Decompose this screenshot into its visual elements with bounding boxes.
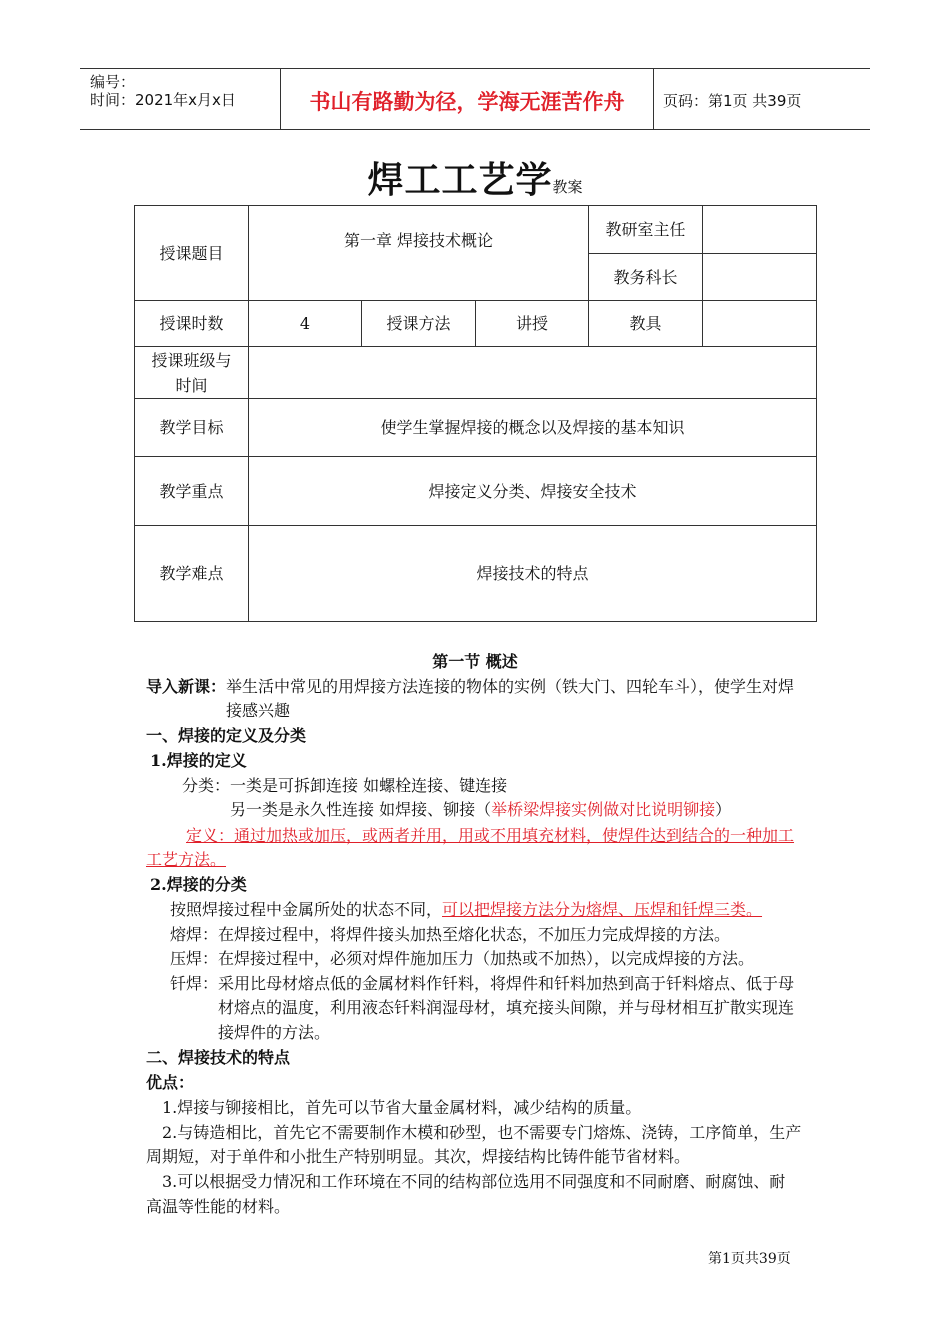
- classification-line-2-end: ）: [715, 800, 732, 819]
- header-motto-cell: [280, 69, 654, 129]
- category-intro-text: 按照焊接过程中金属所处的状态不同，: [170, 900, 443, 919]
- difficulty-value: 焊接技术的特点: [249, 526, 817, 622]
- page-footer: 第1页共39页: [708, 1251, 791, 1267]
- intro-line-1: [146, 675, 794, 699]
- difficulty-label: 教学难点: [135, 526, 249, 622]
- method-label: 授课方法: [362, 301, 476, 347]
- pressure-welding: 压焊：在焊接过程中，必须对焊件施加压力（加热或不加热），以完成焊接的方法。: [170, 949, 755, 968]
- heading-1-1: 1.焊接的定义: [150, 751, 247, 770]
- advantage-1: 1.焊接与铆接相比，首先可以节省大量金属材料，减少结构的质量。: [162, 1098, 642, 1117]
- advantage-2-line-1: 2.与铸造相比，首先它不需要制作木模和砂型，也不需要专门熔炼、浇铸，工序简单，生产: [162, 1123, 802, 1142]
- header-meta-cell: [80, 69, 280, 129]
- title-main: 焊工工艺学: [367, 160, 553, 201]
- lesson-info-table: [134, 205, 817, 622]
- fusion-welding: 熔焊：在焊接过程中，将焊件接头加热至熔化状态，不加压力完成焊接的方法。: [170, 925, 731, 944]
- category-intro: [170, 898, 762, 922]
- category-intro-highlight: 可以把焊接方法分为熔焊、压焊和钎焊三类。: [442, 900, 763, 919]
- intro-text-1: 举生活中常见的用焊接方法连接的物体的实例（铁大门、四轮车斗），使学生对焊: [226, 677, 795, 696]
- definition-line-1: 定义：通过加热或加压，或两者并用，用或不用填充材料，使焊件达到结合的一种加工: [186, 826, 795, 845]
- brazing-line-2: 材熔点的温度，利用液态钎料润湿母材，填充接头间隙，并与母材相互扩散实现连: [218, 998, 795, 1017]
- hours-label: 授课时数: [135, 301, 249, 347]
- brazing-line-3: 接焊件的方法。: [218, 1023, 331, 1042]
- director-value: [703, 206, 817, 254]
- brazing-line-1: 钎焊：采用比母材熔点低的金属材料作钎料，将焊件和钎料加热到高于钎料熔点、低于母: [170, 974, 795, 993]
- class-label: 授课班级与时间: [135, 347, 249, 399]
- dean-label: 教务科长: [589, 254, 703, 301]
- advantage-3-line-2: 高温等性能的材料。: [146, 1197, 291, 1216]
- classification-line-1: 分类：一类是可拆卸连接 如螺栓连接、键连接: [182, 776, 508, 795]
- director-label: 教研室主任: [589, 206, 703, 254]
- tools-label: 教具: [589, 301, 703, 347]
- intro-label: 导入新课：: [146, 677, 227, 696]
- heading-2: 二、焊接技术的特点: [146, 1048, 291, 1067]
- hours-value: 4: [249, 301, 362, 347]
- method-value: 讲授: [476, 301, 589, 347]
- heading-1-2: 2.焊接的分类: [150, 875, 247, 894]
- heading-1: 一、焊接的定义及分类: [146, 726, 307, 745]
- header-page-cell: [653, 69, 870, 129]
- motto: 书山有路勤为径，学海无涯苦作舟: [309, 90, 625, 114]
- goal-value: 使学生掌握焊接的概念以及焊接的基本知识: [249, 399, 817, 457]
- topic-label: 授课题目: [135, 206, 249, 301]
- doc-number: 编号：: [90, 73, 136, 91]
- dean-value: [703, 254, 817, 301]
- key-value: 焊接定义分类、焊接安全技术: [249, 457, 817, 526]
- document-header: [80, 68, 870, 130]
- goal-label: 教学目标: [135, 399, 249, 457]
- class-value: [249, 347, 817, 399]
- definition-line-2: 工艺方法。: [146, 850, 227, 869]
- section-title: 第一节 概述: [432, 652, 518, 671]
- advantage-3-line-1: 3.可以根据受力情况和工作环境在不同的结构部位选用不同强度和不同耐磨、耐腐蚀、耐: [162, 1172, 786, 1191]
- classification-line-2-text: 另一类是永久性连接 如焊接、铆接（: [230, 800, 492, 819]
- page-indicator: 页码：第1页 共39页: [663, 92, 802, 110]
- classification-line-2: [230, 798, 731, 822]
- advantage-2-line-2: 周期短，对于单件和小批生产特别明显。其次，焊接结构比铸件能节省材料。: [146, 1147, 691, 1166]
- classification-example: 举桥梁焊接实例做对比说明铆接: [491, 800, 716, 819]
- doc-time: 时间：2021年x月x日: [90, 91, 236, 109]
- topic-value: 第一章 焊接技术概论: [249, 206, 589, 301]
- key-label: 教学重点: [135, 457, 249, 526]
- tools-value: [703, 301, 817, 347]
- title-suffix: 教案: [552, 178, 583, 196]
- advantages-label: 优点：: [146, 1073, 195, 1092]
- intro-line-2: 接感兴趣: [226, 701, 291, 720]
- page-title: [0, 152, 950, 203]
